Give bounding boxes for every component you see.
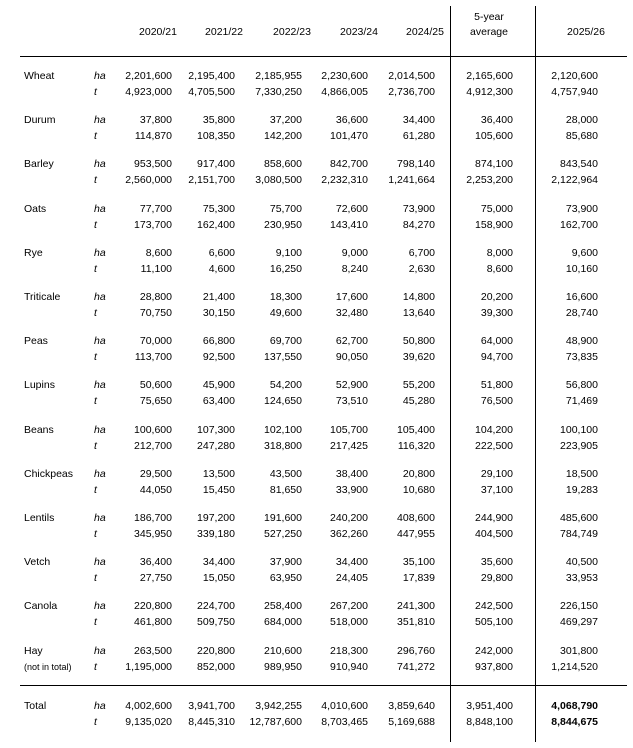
area-value: 9,600 xyxy=(571,246,598,259)
tonnes-value: 81,650 xyxy=(269,483,302,496)
tonnes-value: 937,800 xyxy=(475,660,513,673)
tonnes-value: 230,950 xyxy=(264,218,302,231)
tonnes-value: 27,750 xyxy=(139,572,172,585)
header-2020-21: 2020/21 xyxy=(139,26,177,38)
tonnes-value: 15,050 xyxy=(202,572,235,585)
total-tonnes-value: 5,169,688 xyxy=(388,716,435,728)
tonnes-value: 989,950 xyxy=(264,660,302,673)
area-value: 34,400 xyxy=(402,114,435,127)
area-value: 16,600 xyxy=(565,291,598,303)
unit-t: t xyxy=(94,130,97,143)
unit-ha: ha xyxy=(94,202,106,215)
tonnes-value: 1,195,000 xyxy=(125,660,172,673)
area-value: 18,300 xyxy=(269,291,302,303)
area-value: 34,400 xyxy=(335,556,368,569)
tonnes-value: 94,700 xyxy=(480,351,513,364)
area-value: 51,800 xyxy=(480,379,513,392)
crop-row xyxy=(20,377,627,413)
tonnes-value: 469,297 xyxy=(560,616,598,629)
crop-row xyxy=(20,510,627,546)
area-value: 40,500 xyxy=(565,556,598,569)
crop-name: Chickpeas xyxy=(24,467,74,480)
total-area-value: 4,068,790 xyxy=(551,700,598,712)
total-area-value: 4,002,600 xyxy=(125,700,172,712)
unit-ha: ha xyxy=(94,644,106,657)
unit-ha: ha xyxy=(94,556,106,569)
total-area-value: 3,942,255 xyxy=(255,700,302,712)
tonnes-value: 2,151,700 xyxy=(188,174,235,187)
unit-t: t xyxy=(94,660,97,673)
tonnes-value: 124,650 xyxy=(264,395,302,408)
area-value: 75,700 xyxy=(269,202,302,215)
area-value: 18,500 xyxy=(565,467,598,480)
area-value: 107,300 xyxy=(197,423,235,436)
crop-row xyxy=(20,598,627,634)
area-value: 48,900 xyxy=(565,335,598,348)
tonnes-value: 2,560,000 xyxy=(125,174,172,187)
area-value: 35,600 xyxy=(480,556,513,569)
tonnes-value: 162,400 xyxy=(197,218,235,231)
tonnes-value: 4,757,940 xyxy=(551,86,598,98)
tonnes-value: 113,700 xyxy=(134,351,172,364)
total-tonnes-value: 9,135,020 xyxy=(125,716,172,728)
tonnes-value: 4,600 xyxy=(208,262,235,275)
tonnes-value: 910,940 xyxy=(330,660,368,673)
area-value: 34,400 xyxy=(202,556,235,569)
tonnes-value: 30,150 xyxy=(202,307,235,319)
area-value: 20,800 xyxy=(402,467,435,480)
area-value: 13,500 xyxy=(202,467,235,480)
tonnes-value: 17,839 xyxy=(402,572,435,585)
total-area-value: 3,859,640 xyxy=(388,700,435,712)
area-value: 17,600 xyxy=(335,291,368,303)
tonnes-value: 684,000 xyxy=(264,616,302,629)
crop-row xyxy=(20,245,627,281)
area-value: 242,500 xyxy=(475,600,513,613)
unit-ha: ha xyxy=(94,700,106,712)
tonnes-value: 13,640 xyxy=(402,307,435,319)
area-value: 241,300 xyxy=(397,600,435,613)
area-value: 50,800 xyxy=(402,335,435,348)
tonnes-value: 28,740 xyxy=(565,307,598,319)
area-value: 37,900 xyxy=(269,556,302,569)
total-label: Total xyxy=(24,700,47,712)
unit-t: t xyxy=(94,174,97,187)
area-value: 37,200 xyxy=(269,114,302,127)
area-value: 36,400 xyxy=(139,556,172,569)
tonnes-value: 351,810 xyxy=(397,616,435,629)
tonnes-value: 32,480 xyxy=(335,307,368,319)
tonnes-value: 92,500 xyxy=(202,351,235,364)
tonnes-value: 404,500 xyxy=(475,528,513,540)
crop-name: Beans xyxy=(24,423,54,436)
crop-name: Oats xyxy=(24,202,47,215)
area-value: 842,700 xyxy=(330,158,368,171)
tonnes-value: 4,705,500 xyxy=(188,86,235,98)
crop-name: Wheat xyxy=(24,70,55,82)
unit-t: t xyxy=(94,572,97,585)
area-value: 52,900 xyxy=(335,379,368,392)
area-value: 8,600 xyxy=(145,246,172,259)
area-value: 100,100 xyxy=(560,423,598,436)
crop-row xyxy=(20,289,627,325)
header-2024-25: 2024/25 xyxy=(406,26,444,38)
area-value: 2,195,400 xyxy=(188,70,235,82)
tonnes-value: 509,750 xyxy=(197,616,235,629)
tonnes-value: 223,905 xyxy=(560,439,598,452)
tonnes-value: 101,470 xyxy=(330,130,368,143)
area-value: 267,200 xyxy=(330,600,368,613)
tonnes-value: 63,950 xyxy=(269,572,302,585)
area-value: 2,120,600 xyxy=(551,70,598,82)
tonnes-value: 4,923,000 xyxy=(125,86,172,98)
tonnes-value: 7,330,250 xyxy=(255,86,302,98)
unit-ha: ha xyxy=(94,467,106,480)
area-value: 2,201,600 xyxy=(125,70,172,82)
crop-row xyxy=(20,466,627,502)
unit-ha: ha xyxy=(94,70,106,82)
area-value: 8,000 xyxy=(486,246,513,259)
unit-t: t xyxy=(94,307,97,319)
tonnes-value: 158,900 xyxy=(475,218,513,231)
unit-ha: ha xyxy=(94,600,106,613)
area-value: 2,014,500 xyxy=(388,70,435,82)
area-value: 66,800 xyxy=(202,335,235,348)
area-value: 858,600 xyxy=(264,158,302,171)
area-value: 220,800 xyxy=(197,644,235,657)
area-value: 29,100 xyxy=(480,467,513,480)
area-value: 104,200 xyxy=(475,423,513,436)
tonnes-value: 71,469 xyxy=(565,395,598,408)
header-5-year: 5-year xyxy=(474,11,504,23)
tonnes-value: 33,953 xyxy=(565,572,598,585)
tonnes-value: 784,749 xyxy=(560,528,598,540)
area-value: 485,600 xyxy=(560,512,598,524)
unit-ha: ha xyxy=(94,291,106,303)
tonnes-value: 105,600 xyxy=(475,130,513,143)
tonnes-value: 15,450 xyxy=(202,483,235,496)
unit-t: t xyxy=(94,528,97,540)
area-value: 2,165,600 xyxy=(466,70,513,82)
tonnes-value: 8,600 xyxy=(486,262,513,275)
crop-name: Lupins xyxy=(24,379,55,392)
tonnes-value: 339,180 xyxy=(197,528,235,540)
area-value: 38,400 xyxy=(335,467,368,480)
crop-name: Rye xyxy=(24,246,43,259)
tonnes-value: 11,100 xyxy=(140,262,172,275)
area-value: 28,000 xyxy=(565,114,598,127)
crop-name: Durum xyxy=(24,114,56,127)
total-area-value: 3,941,700 xyxy=(188,700,235,712)
area-value: 62,700 xyxy=(335,335,368,348)
tonnes-value: 39,620 xyxy=(402,351,435,364)
tonnes-value: 90,050 xyxy=(335,351,368,364)
area-value: 244,900 xyxy=(475,512,513,524)
unit-t: t xyxy=(94,483,97,496)
header-2025-26: 2025/26 xyxy=(567,26,605,38)
area-value: 43,500 xyxy=(269,467,302,480)
area-value: 226,150 xyxy=(560,600,598,613)
tonnes-value: 162,700 xyxy=(560,218,598,231)
total-tonnes-value: 8,844,675 xyxy=(551,716,598,728)
tonnes-value: 45,280 xyxy=(402,395,435,408)
area-value: 210,600 xyxy=(264,644,302,657)
area-value: 64,000 xyxy=(480,335,513,348)
area-value: 37,800 xyxy=(139,114,172,127)
area-value: 186,700 xyxy=(134,512,172,524)
tonnes-value: 447,955 xyxy=(397,528,435,540)
tonnes-value: 114,870 xyxy=(134,130,172,143)
crop-note: (not in total) xyxy=(24,661,72,672)
total-row xyxy=(20,698,627,734)
area-value: 798,140 xyxy=(397,158,435,171)
tonnes-value: 75,650 xyxy=(139,395,172,408)
unit-ha: ha xyxy=(94,158,106,171)
unit-ha: ha xyxy=(94,335,106,348)
area-value: 36,600 xyxy=(335,114,368,127)
header-2022-23: 2022/23 xyxy=(273,26,311,38)
unit-ha: ha xyxy=(94,246,106,259)
crop-name: Lentils xyxy=(24,512,55,524)
area-value: 191,600 xyxy=(264,512,302,524)
tonnes-value: 37,100 xyxy=(480,483,513,496)
crop-row xyxy=(20,201,627,237)
area-value: 14,800 xyxy=(402,291,435,303)
area-value: 197,200 xyxy=(197,512,235,524)
tonnes-value: 212,700 xyxy=(134,439,172,452)
tonnes-value: 461,800 xyxy=(134,616,172,629)
area-value: 75,000 xyxy=(480,202,513,215)
unit-t: t xyxy=(94,716,97,728)
unit-ha: ha xyxy=(94,379,106,392)
area-value: 29,500 xyxy=(139,467,172,480)
tonnes-value: 24,405 xyxy=(335,572,368,585)
area-value: 296,760 xyxy=(397,644,435,657)
tonnes-value: 39,300 xyxy=(480,307,513,319)
header-2021-22: 2021/22 xyxy=(205,26,243,38)
tonnes-value: 1,241,664 xyxy=(388,174,435,187)
unit-t: t xyxy=(94,218,97,231)
area-value: 258,400 xyxy=(264,600,302,613)
tonnes-value: 84,270 xyxy=(402,218,435,231)
tonnes-value: 4,912,300 xyxy=(466,86,513,98)
area-value: 6,600 xyxy=(208,246,235,259)
tonnes-value: 137,550 xyxy=(264,351,302,364)
tonnes-value: 318,800 xyxy=(264,439,302,452)
tonnes-value: 741,272 xyxy=(397,660,435,673)
crop-row xyxy=(20,333,627,369)
total-tonnes-value: 8,703,465 xyxy=(321,716,368,728)
tonnes-value: 247,280 xyxy=(197,439,235,452)
area-value: 240,200 xyxy=(330,512,368,524)
area-value: 73,900 xyxy=(565,202,598,215)
unit-t: t xyxy=(94,86,97,98)
unit-ha: ha xyxy=(94,114,106,127)
area-value: 73,900 xyxy=(402,202,435,215)
area-value: 72,600 xyxy=(335,202,368,215)
crop-name: Vetch xyxy=(24,556,51,569)
crop-row xyxy=(20,68,627,104)
tonnes-value: 10,160 xyxy=(565,262,598,275)
unit-t: t xyxy=(94,262,97,275)
area-value: 9,100 xyxy=(275,246,302,259)
tonnes-value: 217,425 xyxy=(330,439,368,452)
area-value: 45,900 xyxy=(202,379,235,392)
area-value: 408,600 xyxy=(397,512,435,524)
tonnes-value: 852,000 xyxy=(197,660,235,673)
tonnes-value: 44,050 xyxy=(139,483,172,496)
tonnes-value: 2,630 xyxy=(408,262,435,275)
area-value: 953,500 xyxy=(134,158,172,171)
crop-row xyxy=(20,422,627,458)
tonnes-value: 527,250 xyxy=(264,528,302,540)
area-value: 69,700 xyxy=(269,335,302,348)
tonnes-value: 73,510 xyxy=(335,395,368,408)
tonnes-value: 16,250 xyxy=(269,262,302,275)
tonnes-value: 116,320 xyxy=(397,439,435,452)
tonnes-value: 70,750 xyxy=(139,307,172,319)
tonnes-value: 19,283 xyxy=(565,483,598,496)
area-value: 218,300 xyxy=(330,644,368,657)
tonnes-value: 73,835 xyxy=(565,351,598,364)
area-value: 263,500 xyxy=(134,644,172,657)
tonnes-value: 1,214,520 xyxy=(551,660,598,673)
area-value: 242,000 xyxy=(475,644,513,657)
header-average: average xyxy=(470,26,508,38)
unit-t: t xyxy=(94,439,97,452)
tonnes-value: 362,260 xyxy=(330,528,368,540)
total-area-value: 4,010,600 xyxy=(321,700,368,712)
tonnes-value: 108,350 xyxy=(197,130,235,143)
area-value: 28,800 xyxy=(139,291,172,303)
area-value: 35,800 xyxy=(202,114,235,127)
area-value: 224,700 xyxy=(197,600,235,613)
crop-row xyxy=(20,554,627,590)
area-value: 102,100 xyxy=(264,423,302,436)
tonnes-value: 173,700 xyxy=(134,218,172,231)
crop-row xyxy=(20,643,627,679)
tonnes-value: 8,240 xyxy=(341,262,368,275)
crop-name: Peas xyxy=(24,335,48,348)
tonnes-value: 29,800 xyxy=(480,572,513,585)
tonnes-value: 76,500 xyxy=(480,395,513,408)
tonnes-value: 2,253,200 xyxy=(466,174,513,187)
total-tonnes-value: 12,787,600 xyxy=(249,716,302,728)
tonnes-value: 10,680 xyxy=(402,483,435,496)
unit-t: t xyxy=(94,351,97,364)
area-value: 36,400 xyxy=(480,114,513,127)
area-value: 917,400 xyxy=(197,158,235,171)
area-value: 35,100 xyxy=(402,556,435,569)
unit-t: t xyxy=(94,395,97,408)
tonnes-value: 2,736,700 xyxy=(388,86,435,98)
tonnes-value: 2,232,310 xyxy=(321,174,368,187)
area-value: 105,700 xyxy=(330,423,368,436)
crop-name: Barley xyxy=(24,158,54,171)
tonnes-value: 3,080,500 xyxy=(255,174,302,187)
area-value: 105,400 xyxy=(397,423,435,436)
tonnes-value: 518,000 xyxy=(330,616,368,629)
tonnes-value: 505,100 xyxy=(475,616,513,629)
area-value: 843,540 xyxy=(560,158,598,171)
area-value: 50,600 xyxy=(139,379,172,392)
tonnes-value: 143,410 xyxy=(330,218,368,231)
area-value: 874,100 xyxy=(475,158,513,171)
area-value: 75,300 xyxy=(202,202,235,215)
area-value: 2,230,600 xyxy=(321,70,368,82)
total-tonnes-value: 8,848,100 xyxy=(466,716,513,728)
area-value: 220,800 xyxy=(134,600,172,613)
tonnes-value: 142,200 xyxy=(264,130,302,143)
area-value: 56,800 xyxy=(565,379,598,392)
crop-name: Hay xyxy=(24,644,43,657)
tonnes-value: 345,950 xyxy=(134,528,172,540)
unit-ha: ha xyxy=(94,423,106,436)
area-value: 2,185,955 xyxy=(255,70,302,82)
tonnes-value: 85,680 xyxy=(565,130,598,143)
crop-name: Triticale xyxy=(24,291,61,303)
unit-ha: ha xyxy=(94,512,106,524)
area-value: 301,800 xyxy=(560,644,598,657)
header-2023-24: 2023/24 xyxy=(340,26,378,38)
crop-row xyxy=(20,156,627,192)
crop-row xyxy=(20,112,627,148)
tonnes-value: 222,500 xyxy=(475,439,513,452)
tonnes-value: 4,866,005 xyxy=(321,86,368,98)
tonnes-value: 63,400 xyxy=(202,395,235,408)
area-value: 20,200 xyxy=(480,291,513,303)
tonnes-value: 33,900 xyxy=(335,483,368,496)
area-value: 77,700 xyxy=(139,202,172,215)
total-divider xyxy=(20,685,627,686)
unit-t: t xyxy=(94,616,97,629)
area-value: 21,400 xyxy=(202,291,235,303)
tonnes-value: 49,600 xyxy=(269,307,302,319)
area-value: 70,000 xyxy=(139,335,172,348)
area-value: 9,000 xyxy=(341,246,368,259)
area-value: 54,200 xyxy=(269,379,302,392)
tonnes-value: 61,280 xyxy=(402,130,435,143)
area-value: 6,700 xyxy=(408,246,435,259)
crop-name: Canola xyxy=(24,600,58,613)
area-value: 55,200 xyxy=(402,379,435,392)
area-value: 100,600 xyxy=(134,423,172,436)
total-area-value: 3,951,400 xyxy=(466,700,513,712)
tonnes-value: 2,122,964 xyxy=(551,174,598,187)
total-tonnes-value: 8,445,310 xyxy=(188,716,235,728)
